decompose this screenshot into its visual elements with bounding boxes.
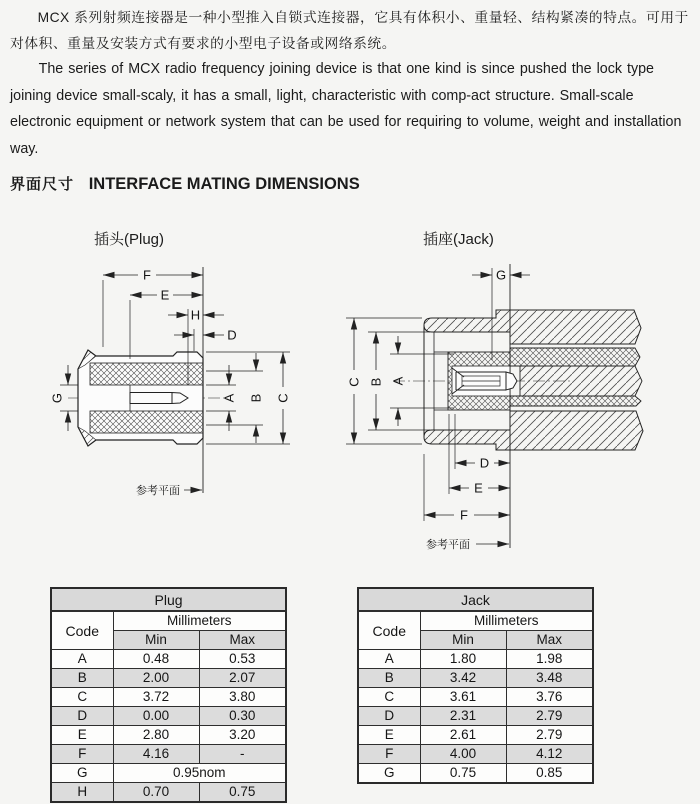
table-row-f (51, 745, 286, 764)
dim-label-b: B (368, 377, 384, 387)
cell-max: 0.85 (506, 764, 593, 784)
table-title: Jack (358, 588, 593, 611)
cell-max: 3.48 (506, 669, 593, 688)
section-title-en: INTERFACE MATING DIMENSIONS (88, 175, 360, 193)
cell-min: 3.61 (420, 688, 506, 707)
cell-code: C (51, 688, 113, 707)
cell-max: - (199, 745, 286, 764)
table-row-e (358, 726, 593, 745)
jack-bulkhead-lower (510, 411, 643, 450)
jack-insulator-strip-lower (510, 396, 641, 406)
dim-label-a: A (390, 376, 406, 386)
cell-max: 3.76 (506, 688, 593, 707)
dim-label-c: C (346, 377, 362, 387)
cell-max: 3.80 (199, 688, 286, 707)
plug-ref-plane-label: 参考平面 (136, 485, 180, 497)
dim-label-f: F (143, 267, 151, 283)
dim-label-d: D (479, 455, 490, 471)
table-title: Plug (51, 588, 286, 611)
code-header: Code (358, 611, 420, 650)
cell-max: 0.30 (199, 707, 286, 726)
plug-insulator-upper (90, 363, 203, 385)
jack-ref-plane-label: 参考平面 (426, 539, 470, 551)
table-header-row (358, 611, 593, 631)
table-row-b (51, 669, 286, 688)
cell-min: 2.61 (420, 726, 506, 745)
cell-code: D (51, 707, 113, 726)
intro-paragraph-en: The series of MCX radio frequency joining device is that one kind is since pushed the lock type joining device small-scaly, it has a small, light, characteristic with comp-act structure. Small-scale electronic equipment or network system that can be used for requiring to volume, weight and installation way. (10, 61, 682, 157)
cell-code: G (358, 764, 420, 784)
table-row-a (51, 650, 286, 669)
jack-insulator-strip-upper (510, 348, 640, 366)
cell-max: 0.75 (199, 783, 286, 803)
table-row-c (358, 688, 593, 707)
dim-label-h: H (190, 307, 201, 323)
intro-paragraph-zh: MCX 系列射频连接器是一种小型推入自锁式连接器，它具有体积小、重量轻、结构紧凑的特点。可用于对体积、重量及安装方式有要求的小型电子设备或网络系统。 (10, 10, 689, 51)
cell-code: D (358, 707, 420, 726)
cell-max: 4.12 (506, 745, 593, 764)
cell-code: F (358, 745, 420, 764)
table-title-row (51, 588, 286, 611)
dim-label-e: E (474, 480, 483, 496)
table-row-g (358, 764, 593, 784)
plug-drawing-title: 插头(Plug) (94, 231, 165, 248)
cell-min: 2.00 (113, 669, 199, 688)
table-row-b (358, 669, 593, 688)
min-header: Min (420, 631, 506, 650)
jack-geometry (346, 264, 643, 548)
plug-technical-drawing (38, 253, 338, 503)
cell-code: B (358, 669, 420, 688)
cell-code: A (51, 650, 113, 669)
dim-label-a: A (221, 393, 237, 403)
cell-min: 0.48 (113, 650, 199, 669)
cell-max: 2.79 (506, 726, 593, 745)
cell-min: 2.80 (113, 726, 199, 745)
cell-code: B (51, 669, 113, 688)
plug-geometry (60, 267, 290, 493)
table-row-e (51, 726, 286, 745)
jack-drawing-title: 插座(Jack) (423, 231, 494, 248)
cell-min: 0.70 (113, 783, 199, 803)
table-row-a (358, 650, 593, 669)
plug-insulator-lower (90, 411, 203, 433)
plug-dimensions-table (50, 587, 287, 803)
jack-technical-drawing (338, 248, 683, 578)
dim-label-f: F (460, 507, 468, 523)
section-title (10, 168, 360, 196)
cell-code: C (358, 688, 420, 707)
table-header-row (51, 611, 286, 631)
cell-max: 0.53 (199, 650, 286, 669)
jack-bulkhead-core (520, 366, 642, 396)
cell-max: 2.79 (506, 707, 593, 726)
dim-label-d: D (227, 327, 237, 343)
cell-max: 2.07 (199, 669, 286, 688)
jack-shell-wall-top (424, 310, 510, 332)
table-row-h (51, 783, 286, 803)
cell-value-span: 0.95nom (113, 764, 286, 783)
dim-label-e: E (160, 287, 170, 303)
cell-min: 0.75 (420, 764, 506, 784)
cell-min: 2.31 (420, 707, 506, 726)
cell-code: F (51, 745, 113, 764)
cell-min: 3.42 (420, 669, 506, 688)
cell-min: 3.72 (113, 688, 199, 707)
dim-label-c: C (275, 393, 291, 403)
min-header: Min (113, 631, 199, 650)
cell-min: 0.00 (113, 707, 199, 726)
cell-code: E (51, 726, 113, 745)
unit-header: Millimeters (420, 611, 593, 631)
dim-label-g: G (49, 392, 65, 404)
cell-min: 4.16 (113, 745, 199, 764)
table-row-c (51, 688, 286, 707)
table-row-d (358, 707, 593, 726)
code-header: Code (51, 611, 113, 650)
plug-center-pin (130, 393, 172, 404)
jack-bulkhead-upper (510, 310, 641, 344)
dim-label-b: B (248, 393, 264, 403)
cell-code: E (358, 726, 420, 745)
table-row-g (51, 764, 286, 783)
section-title-zh: 界面尺寸 (10, 176, 75, 193)
table-row-d (51, 707, 286, 726)
cell-max: 1.98 (506, 650, 593, 669)
dim-label-g: G (495, 267, 507, 283)
max-header: Max (199, 631, 286, 650)
cell-code: G (51, 764, 113, 783)
jack-socket-tip (506, 372, 517, 390)
jack-shell-wall-bottom (424, 430, 510, 450)
cell-max: 3.20 (199, 726, 286, 745)
max-header: Max (506, 631, 593, 650)
table-title-row (358, 588, 593, 611)
cell-min: 1.80 (420, 650, 506, 669)
jack-dimensions-table (357, 587, 594, 784)
cell-code: H (51, 783, 113, 803)
table-row-f (358, 745, 593, 764)
cell-code: A (358, 650, 420, 669)
cell-min: 4.00 (420, 745, 506, 764)
unit-header: Millimeters (113, 611, 286, 631)
